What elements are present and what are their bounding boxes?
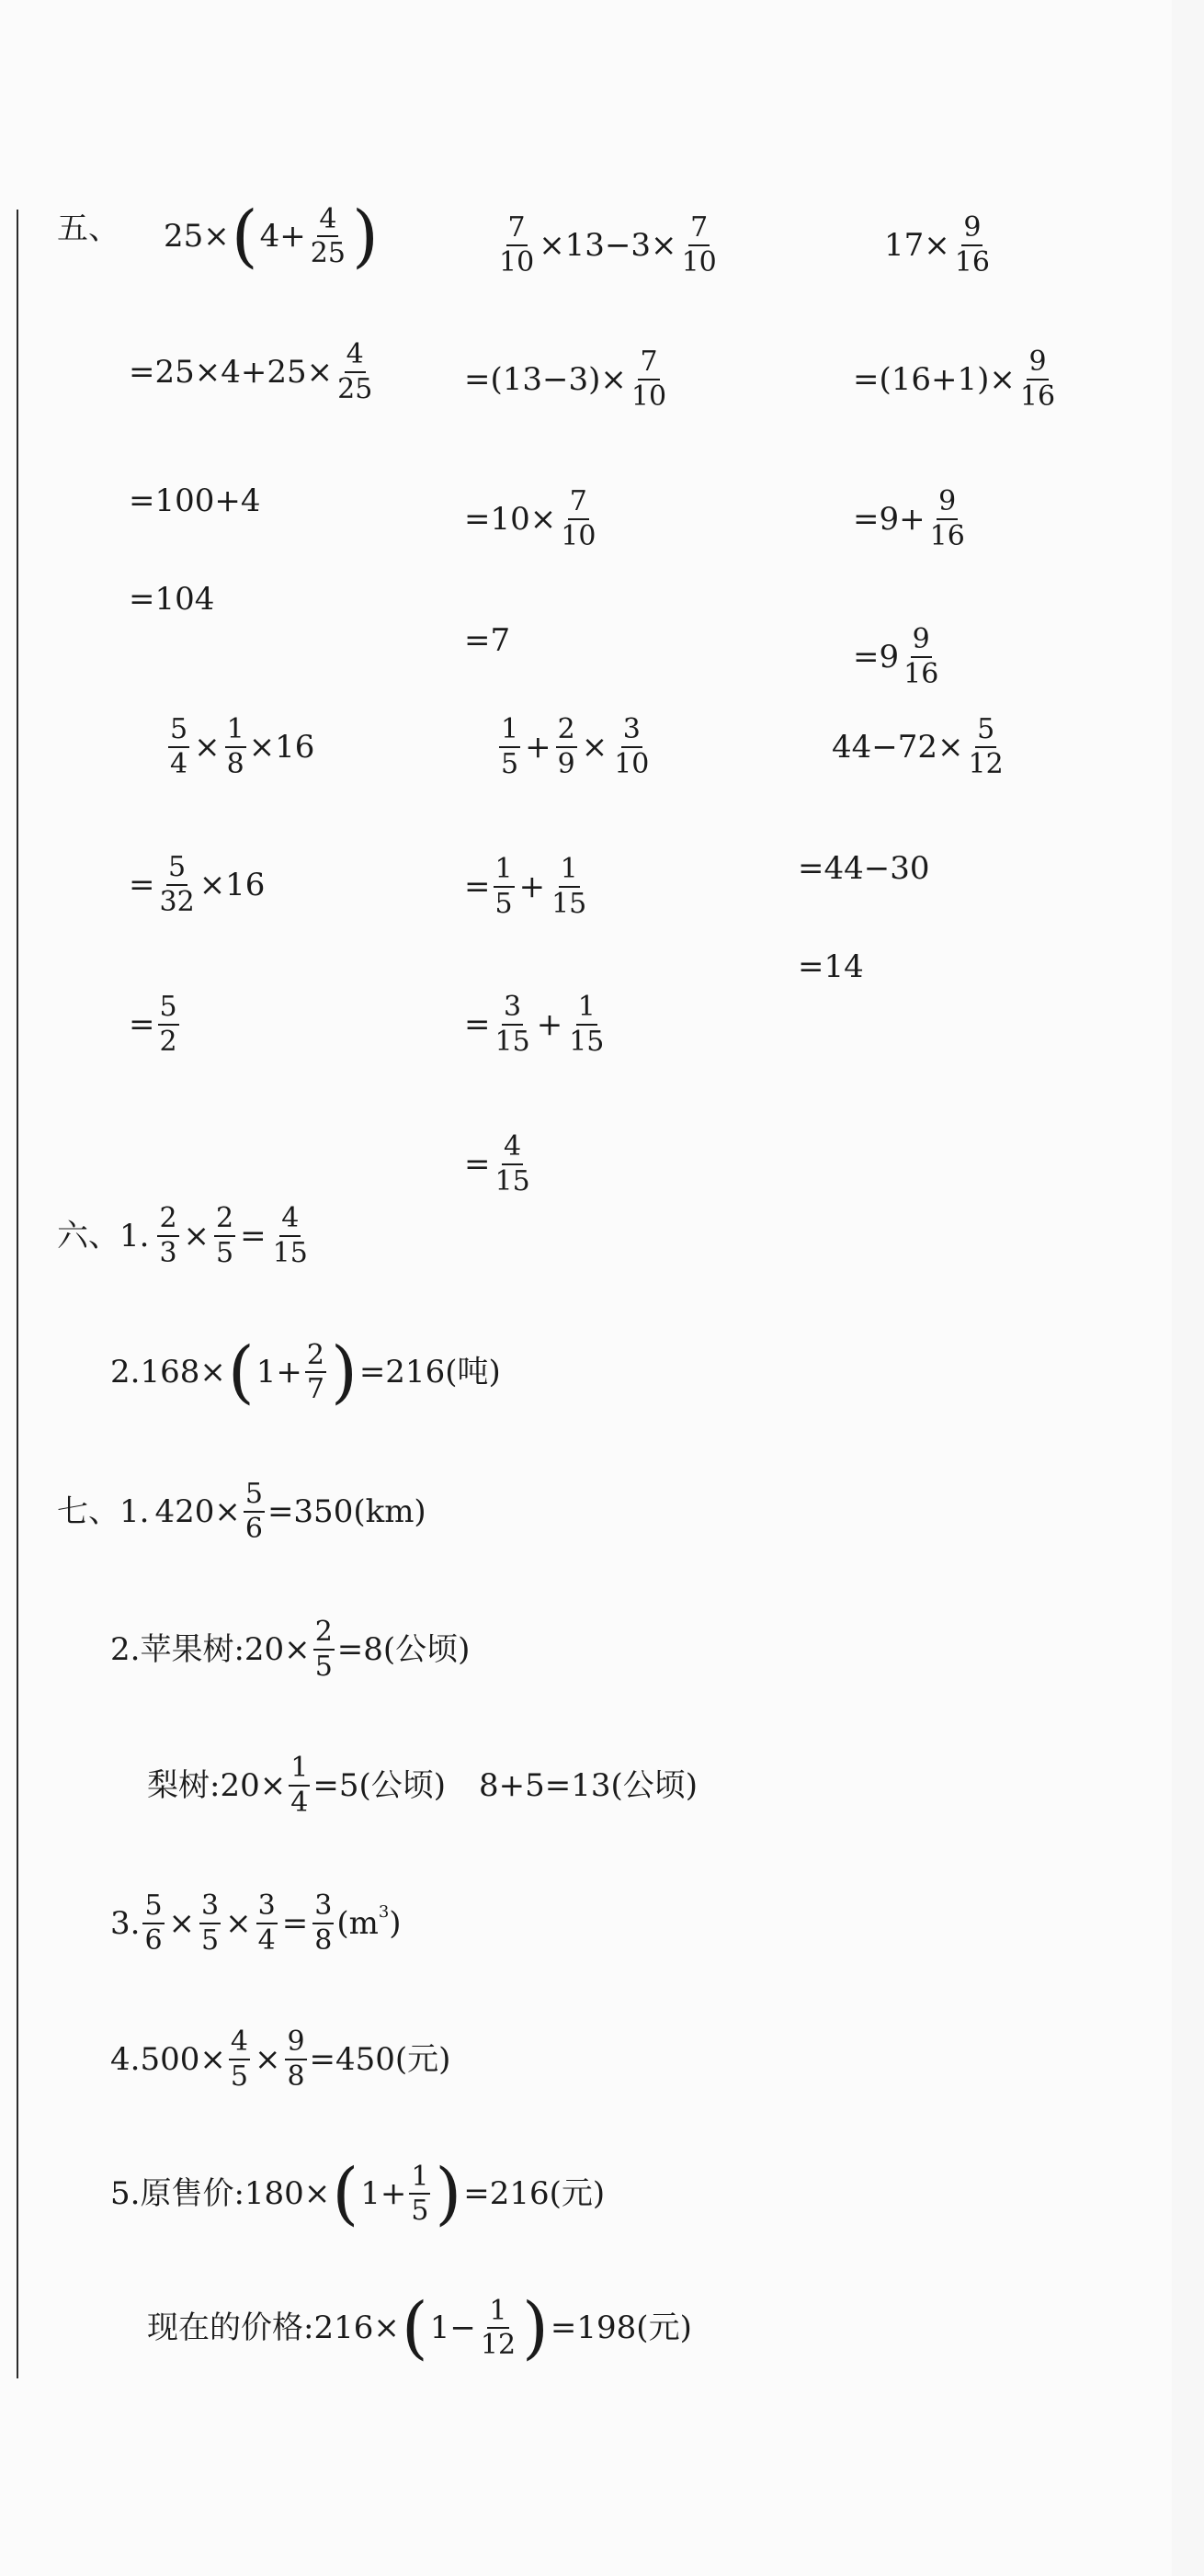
fraction: $\frac{5}{6}$ <box>144 1889 163 1957</box>
s5-c1-line1: 25× ( 4+ $\frac{4}{25}$ ) <box>164 197 379 276</box>
s5-c2-line3: =10× $\frac{7}{10}$ <box>464 485 596 552</box>
fraction: $\frac{2}{3}$ <box>159 1202 177 1269</box>
fraction: $\frac{9}{16}$ <box>929 485 965 552</box>
section-7-q1: 七、1. 420× $\frac{5}{6}$ =350(km) <box>57 1478 426 1545</box>
section-7-q3: 3. $\frac{5}{6}$ × $\frac{3}{5}$ × $\frac{3}{4}$ = $\frac{3}{8}$ (m 3 ) <box>110 1889 402 1957</box>
fraction: $\frac{1}{15}$ <box>569 991 605 1058</box>
section-5-label: 五、 <box>57 210 119 247</box>
s5-c2-line1: $\frac{7}{10}$ ×13−3× $\frac{7}{10}$ <box>499 211 717 278</box>
fraction: $\frac{7}{10}$ <box>630 346 667 413</box>
section-7-q4: 4. 500× $\frac{4}{5}$ × $\frac{9}{8}$ =450(元) <box>110 2026 451 2093</box>
fraction: $\frac{9}{8}$ <box>287 2026 305 2093</box>
fraction: $\frac{5}{4}$ <box>170 713 188 780</box>
s5-c5-line4: = $\frac{4}{15}$ <box>464 1130 530 1197</box>
fraction: $\frac{9}{16}$ <box>903 623 939 690</box>
fraction: $\frac{2}{5}$ <box>314 1616 333 1683</box>
fraction: $\frac{1}{15}$ <box>551 853 587 920</box>
fraction: $\frac{7}{10}$ <box>681 211 717 278</box>
fraction: $\frac{1}{5}$ <box>501 713 519 780</box>
s5-c1-line3: =100+4 <box>129 482 261 519</box>
s5-c5-line1: $\frac{1}{5}$ + $\frac{2}{9}$ × $\frac{3}{10}$ <box>501 713 650 780</box>
fraction: $\frac{5}{2}$ <box>159 991 177 1058</box>
fraction: $\frac{4}{15}$ <box>272 1202 308 1269</box>
fraction: $\frac{1}{5}$ <box>494 853 513 920</box>
s5-c3-line3: =9+ $\frac{9}{16}$ <box>853 485 965 552</box>
s5-c6-line3: =14 <box>798 948 864 985</box>
section-7-q2: 2. 苹果树: 20× $\frac{2}{5}$ =8(公顷) <box>110 1616 471 1683</box>
fraction: $\frac{7}{10}$ <box>561 485 596 552</box>
fraction: $\frac{1}{8}$ <box>226 713 244 780</box>
fraction: $\frac{1}{5}$ <box>411 2160 429 2227</box>
section-7-q2b: 梨树: 20× $\frac{1}{4}$ =5(公顷) 8+5=13(公顷) <box>147 1752 699 1819</box>
fraction: $\frac{1}{4}$ <box>290 1752 309 1819</box>
s5-c6-line2: =44−30 <box>798 850 930 887</box>
margin-rule <box>17 210 18 2378</box>
s5-c4-line2: = $\frac{5}{32}$ ×16 <box>129 851 266 918</box>
fraction: $\frac{4}{5}$ <box>230 2026 248 2093</box>
s5-c5-line2: = $\frac{1}{5}$ + $\frac{1}{15}$ <box>464 853 587 920</box>
fraction: $\frac{3}{10}$ <box>614 713 650 780</box>
s5-c4-line3: = $\frac{5}{2}$ <box>129 991 177 1058</box>
fraction: $\frac{5}{6}$ <box>244 1478 263 1545</box>
section-6-q2: 2. 168× ( 1+ $\frac{2}{7}$ ) =216(吨) <box>110 1333 501 1412</box>
fraction: $\frac{1}{12}$ <box>480 2294 517 2361</box>
s5-c1-line4: =104 <box>129 581 215 618</box>
s5-c2-line4: =7 <box>464 622 511 659</box>
fraction: $\frac{4}{25}$ <box>337 338 373 405</box>
s5-c5-line3: = $\frac{3}{15}$ + $\frac{1}{15}$ <box>464 991 605 1058</box>
fraction: $\frac{3}{5}$ <box>201 1889 220 1957</box>
fraction: $\frac{3}{15}$ <box>494 991 530 1058</box>
fraction: $\frac{7}{10}$ <box>499 211 535 278</box>
s5-c2-line2: =(13−3)× $\frac{7}{10}$ <box>464 346 667 413</box>
fraction: $\frac{9}{16}$ <box>954 211 990 278</box>
s5-c6-line1: 44−72× $\frac{5}{12}$ <box>832 713 1004 780</box>
s5-c1-line2: =25×4+25× $\frac{4}{25}$ <box>129 338 373 405</box>
s5-c3-line4: =9 $\frac{9}{16}$ <box>853 623 939 690</box>
fraction: $\frac{4}{15}$ <box>494 1130 530 1197</box>
fraction: $\frac{2}{9}$ <box>557 713 575 780</box>
s5-c4-line1: $\frac{5}{4}$ × $\frac{1}{8}$ ×16 <box>170 713 315 780</box>
section-6-q1: 六、1. $\frac{2}{3}$ × $\frac{2}{5}$ = $\frac{4}{15}$ <box>57 1202 308 1269</box>
fraction: $\frac{9}{16}$ <box>1019 346 1056 413</box>
fraction: $\frac{5}{32}$ <box>159 851 195 918</box>
fraction: $\frac{2}{5}$ <box>216 1202 234 1269</box>
section-7-q5: 5. 原售价: 180× ( 1+ $\frac{1}{5}$ ) =216(元) <box>110 2154 606 2233</box>
s5-c3-line2: =(16+1)× $\frac{9}{16}$ <box>853 346 1056 413</box>
fraction: $\frac{2}{7}$ <box>306 1338 324 1405</box>
fraction: $\frac{4}{25}$ <box>310 202 346 269</box>
s5-c3-line1: 17× $\frac{9}{16}$ <box>884 211 990 278</box>
section-7-q5b: 现在的价格: 216× ( 1− $\frac{1}{12}$ ) =198(元) <box>147 2288 692 2367</box>
fraction: $\frac{3}{4}$ <box>257 1889 276 1957</box>
fraction: $\frac{3}{8}$ <box>314 1889 333 1957</box>
fraction: $\frac{5}{12}$ <box>968 713 1004 780</box>
